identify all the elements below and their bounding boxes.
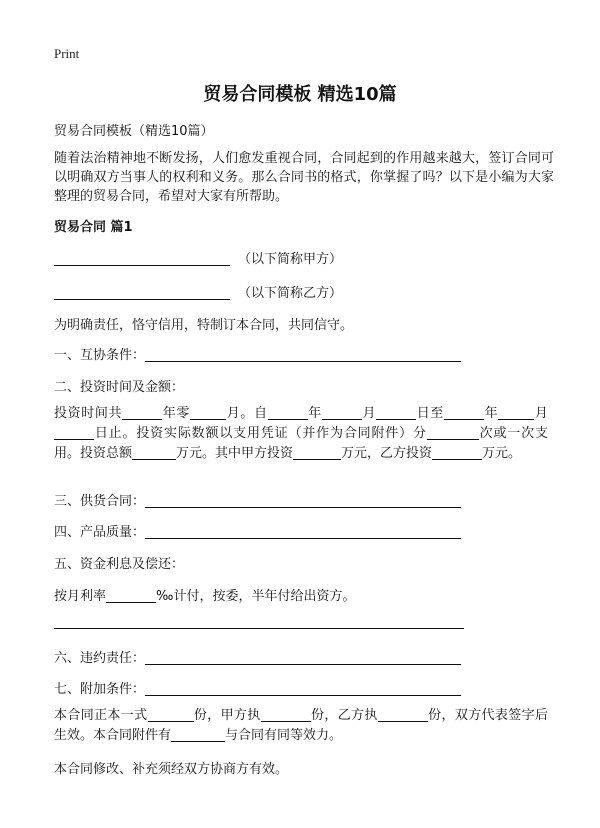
party-b-blank [54,285,230,300]
clause-4-label: 四、产品质量： [54,525,146,540]
clause-1-blank [145,347,461,362]
clause-1-label: 一、互协条件： [54,348,146,363]
print-link[interactable]: Print [54,46,80,61]
amendment-text: 本合同修改、补充须经双方协商方有效。 [54,762,289,777]
party-b-label: （以下简称乙方） [238,286,343,301]
clause-1-row [54,344,461,363]
clause-6-blank [145,650,461,665]
clause-6-label: 六、违约责任： [54,651,146,666]
clause-7-row [54,678,461,697]
investment-paragraph: 投资时间共 年零 月。自 年 月 日至 年 月日止。投资实际数额以支用凭证（并作为合同附件）分 次或一次支用。投资总额 万元。其中甲方投资 万元，乙方投资 万元。 [54,406,548,461]
clause-3-row [54,490,461,509]
document-subtitle: 贸易合同模板（精选10篇） [54,124,214,139]
clause-6-row [54,647,461,666]
section-heading: 贸易合同 篇1 [54,220,133,235]
copies-paragraph: 本合同正本一式 份，甲方执 份，乙方执 份，双方代表签字后生效。本合同附件有 与合同有同等效力。 [54,708,548,743]
page-title: 贸易合同模板 精选10篇 [203,84,397,105]
clause-7-blank [145,681,461,696]
clause-2-label: 二、投资时间及金额： [54,380,185,395]
intro-paragraph: 随着法治精神地不断发扬，人们愈发重视合同，合同起到的作用越来越大，签订合同可以明确双方当事人的权利和义务。那么合同书的格式，你掌握了吗？以下是小编为大家整理的贸易合同，希望对大家有所帮助。 [54,151,554,204]
clause-4-blank [145,524,461,539]
purpose-text: 为明确责任，恪守信用，特制订本合同，共同信守。 [54,318,354,333]
clause-3-blank [145,493,461,508]
interest-rate-blank [106,588,156,603]
clause-5-label: 五、资金利息及偿还： [54,557,185,572]
clause-7-label: 七、附加条件： [54,682,146,697]
interest-extra-blank [54,628,464,629]
party-b-row [54,282,342,301]
party-a-blank [54,251,230,266]
clause-3-label: 三、供货合同： [54,494,146,509]
clause-4-row [54,521,461,540]
party-a-row [54,248,342,267]
interest-row: 按月利率 ‰计付，按委，半年付给出资方。 [54,589,356,604]
party-a-label: （以下简称甲方） [238,252,343,267]
